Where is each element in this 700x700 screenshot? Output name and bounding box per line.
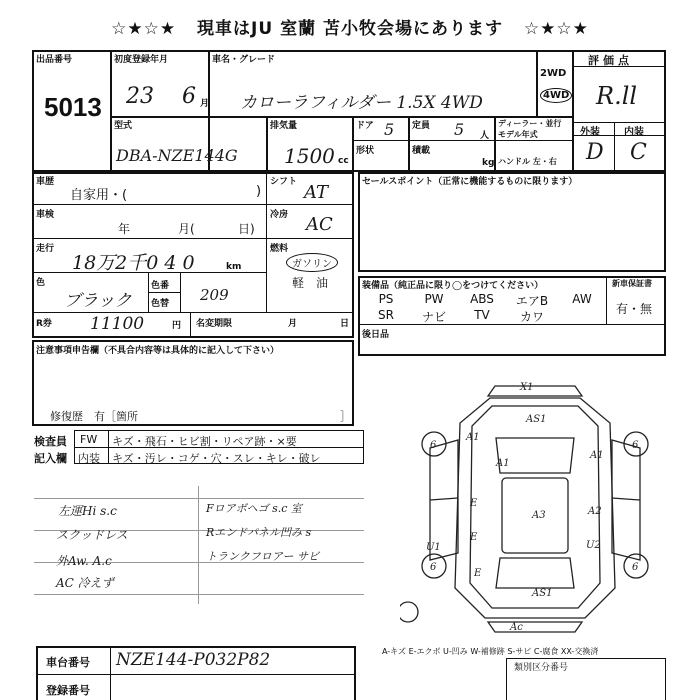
ac-label: 冷房 [270, 210, 289, 220]
mark-wheel-rr: 6 [632, 562, 639, 573]
warranty-label: 新車保証書 [612, 279, 652, 288]
chassis-label: 車台番号 [46, 656, 90, 669]
recycle-value: 11100 [90, 314, 145, 334]
inspection-year: 年 [118, 222, 131, 236]
capacity-unit: 人 [480, 131, 490, 141]
load-label: 積載 [412, 146, 431, 156]
equip-airbag: エアB [515, 294, 549, 308]
car-damage-diagram [400, 378, 670, 640]
row1-items: キズ・飛石・ヒビ割・リペア跡・×要 [112, 435, 297, 448]
use-close: ) [256, 184, 262, 199]
equip-aw: AW [572, 292, 592, 306]
capacity-label: 定員 [412, 121, 431, 131]
mark-ac: Ac [510, 622, 523, 633]
mark-a1-left: A1 [496, 458, 510, 469]
lot-label: 出品番号 [36, 55, 73, 65]
score-label: 評価点 [588, 54, 633, 67]
header-stars-left: ☆★☆★ [111, 19, 177, 39]
shift-label: シフト [270, 177, 298, 187]
first-reg-month: 6 [182, 84, 196, 109]
sales-point-label: セールスポイント（正常に機能するものに限ります） [362, 177, 578, 187]
drive-2wd: 2WD [540, 68, 567, 79]
repair-history: 修復歴 有［箇所 [50, 410, 138, 423]
equip-navi: ナビ [421, 310, 446, 324]
note-right-3: トランクフロアー サビ [206, 550, 319, 563]
mark-e-3: E [474, 568, 482, 579]
note-right-1: Fロアボヘゴ s.c 室 [206, 502, 302, 515]
name-change-month: 月 [288, 319, 298, 329]
mark-as1-rear: AS1 [532, 588, 553, 599]
note-left-4: AC 冷えず [56, 576, 114, 590]
color-label: 色 [36, 278, 46, 288]
mark-wheel-rl: 6 [430, 562, 437, 573]
first-reg-year: 23 [126, 84, 154, 109]
name-change-day: 日 [340, 319, 350, 329]
header-title: 現車はJU 室蘭 苫小牧会場にあります [197, 19, 503, 39]
equip-abs: ABS [470, 292, 494, 306]
chassis-value: NZE144-P032P82 [116, 650, 271, 670]
mark-a1-right: A1 [590, 450, 604, 461]
row2-items: キズ・汚レ・コゲ・穴・スレ・キレ・破レ [112, 452, 321, 465]
mark-u1: U1 [426, 542, 441, 553]
fuel-opt-2: 油 [316, 276, 329, 290]
color-no-value: 209 [200, 286, 229, 304]
color-value: ブラック [64, 291, 132, 311]
mileage-unit: km [226, 262, 242, 272]
inspector-label: 検査員 [34, 435, 67, 448]
equip-pw: PW [424, 292, 444, 306]
ac-value: AC [306, 214, 333, 235]
type-value: DBA-NZE144G [116, 146, 238, 165]
use-label: 車歴 [36, 177, 55, 187]
mark-a2: A2 [588, 506, 602, 517]
capacity-value: 5 [454, 120, 465, 139]
displacement-unit: cc [338, 156, 349, 166]
note-left-2: スクッドレス [56, 528, 128, 542]
rear-seat-label: 後日品 [362, 330, 390, 340]
shift-value: AT [304, 182, 329, 203]
sales-point-section [358, 172, 666, 272]
use-value: 自家用・( [70, 188, 128, 203]
color-change-label: 色替 [151, 299, 170, 309]
page-header [0, 14, 700, 39]
fuel-value: ガソリン [286, 253, 338, 272]
model-value: カローラフィルダー 1.5X 4WD [240, 93, 483, 113]
notes-label: 注意事項申告欄（不具合内容等は具体的に記入して下さい） [36, 346, 280, 356]
note-left-3: 外Aw. A.c [56, 554, 112, 568]
drive-4wd: 4WD [540, 88, 572, 103]
equip-leather: カワ [519, 310, 544, 324]
handle-label: ハンドル 左・右 [498, 157, 557, 166]
equipment-label: 装備品（純正品に限り◯をつけてください） [362, 281, 544, 291]
doors-label: ドア [356, 121, 374, 131]
mark-a3: A3 [532, 510, 546, 521]
doors-value: 5 [384, 120, 395, 139]
warranty-value: 有・無 [616, 302, 653, 316]
shape-label: 形状 [356, 146, 375, 156]
mark-x1: X1 [520, 382, 534, 393]
displacement-label: 排気量 [270, 121, 298, 131]
model-label: 車名・グレード [212, 55, 276, 65]
equip-tv: TV [474, 308, 490, 322]
mark-a1-front: A1 [466, 432, 480, 443]
recycle-label: R券 [36, 319, 52, 329]
recycle-unit: 円 [172, 321, 182, 331]
mark-e-2: E [470, 532, 478, 543]
exterior-label: 外装 [580, 127, 600, 138]
equip-ps: PS [378, 292, 394, 306]
color-no-label: 色番 [151, 281, 170, 291]
inspection-day: 日) [238, 222, 255, 236]
damage-legend: A-キズ E-エクボ U-凹み W-補修跡 S-サビ C-腐食 XX-交換済 [382, 647, 599, 656]
mark-wheel-fr: 6 [632, 440, 639, 451]
mark-u2: U2 [586, 540, 601, 551]
mileage-value: 18万2千0 4 0 [72, 252, 195, 274]
model-year-label: モデル年式 [498, 130, 538, 139]
reg-label: 登録番号 [46, 684, 90, 697]
note-right-2: Rエンドパネル凹み s [206, 526, 312, 539]
mark-e-1: E [470, 498, 478, 509]
dealer-label: ディーラー・並行 [498, 119, 562, 128]
fuel-opt-1: 軽 [292, 276, 305, 290]
lot-number: 5013 [44, 92, 102, 122]
repair-close: ］ [340, 410, 351, 423]
month-suffix: 月 [200, 99, 210, 109]
row2-head: 内装 [78, 452, 100, 465]
interior-value: C [630, 140, 647, 165]
equip-sr: SR [378, 308, 394, 322]
load-unit: kg [482, 158, 495, 168]
note-left-1: 左運Hi s.c [58, 504, 117, 518]
type-label: 型式 [114, 121, 133, 131]
inspection-label: 車検 [36, 210, 55, 220]
score-value: R.ll [596, 82, 638, 110]
header-stars-right: ☆★☆★ [523, 19, 589, 39]
mileage-label: 走行 [36, 244, 55, 254]
interior-label: 内装 [624, 127, 644, 138]
fuel-label: 燃料 [270, 244, 289, 254]
entry-label: 記入欄 [34, 452, 67, 465]
class-label: 類別区分番号 [514, 663, 569, 673]
inspection-month: 月( [178, 222, 195, 236]
first-reg-label: 初度登録年月 [114, 55, 169, 65]
mark-as1-front: AS1 [526, 414, 547, 425]
mark-wheel-fl: 6 [430, 440, 437, 451]
row1-head: FW [80, 433, 98, 446]
displacement-value: 1500 [284, 144, 335, 168]
name-change-label: 名変期限 [196, 319, 233, 329]
exterior-value: D [586, 140, 604, 165]
